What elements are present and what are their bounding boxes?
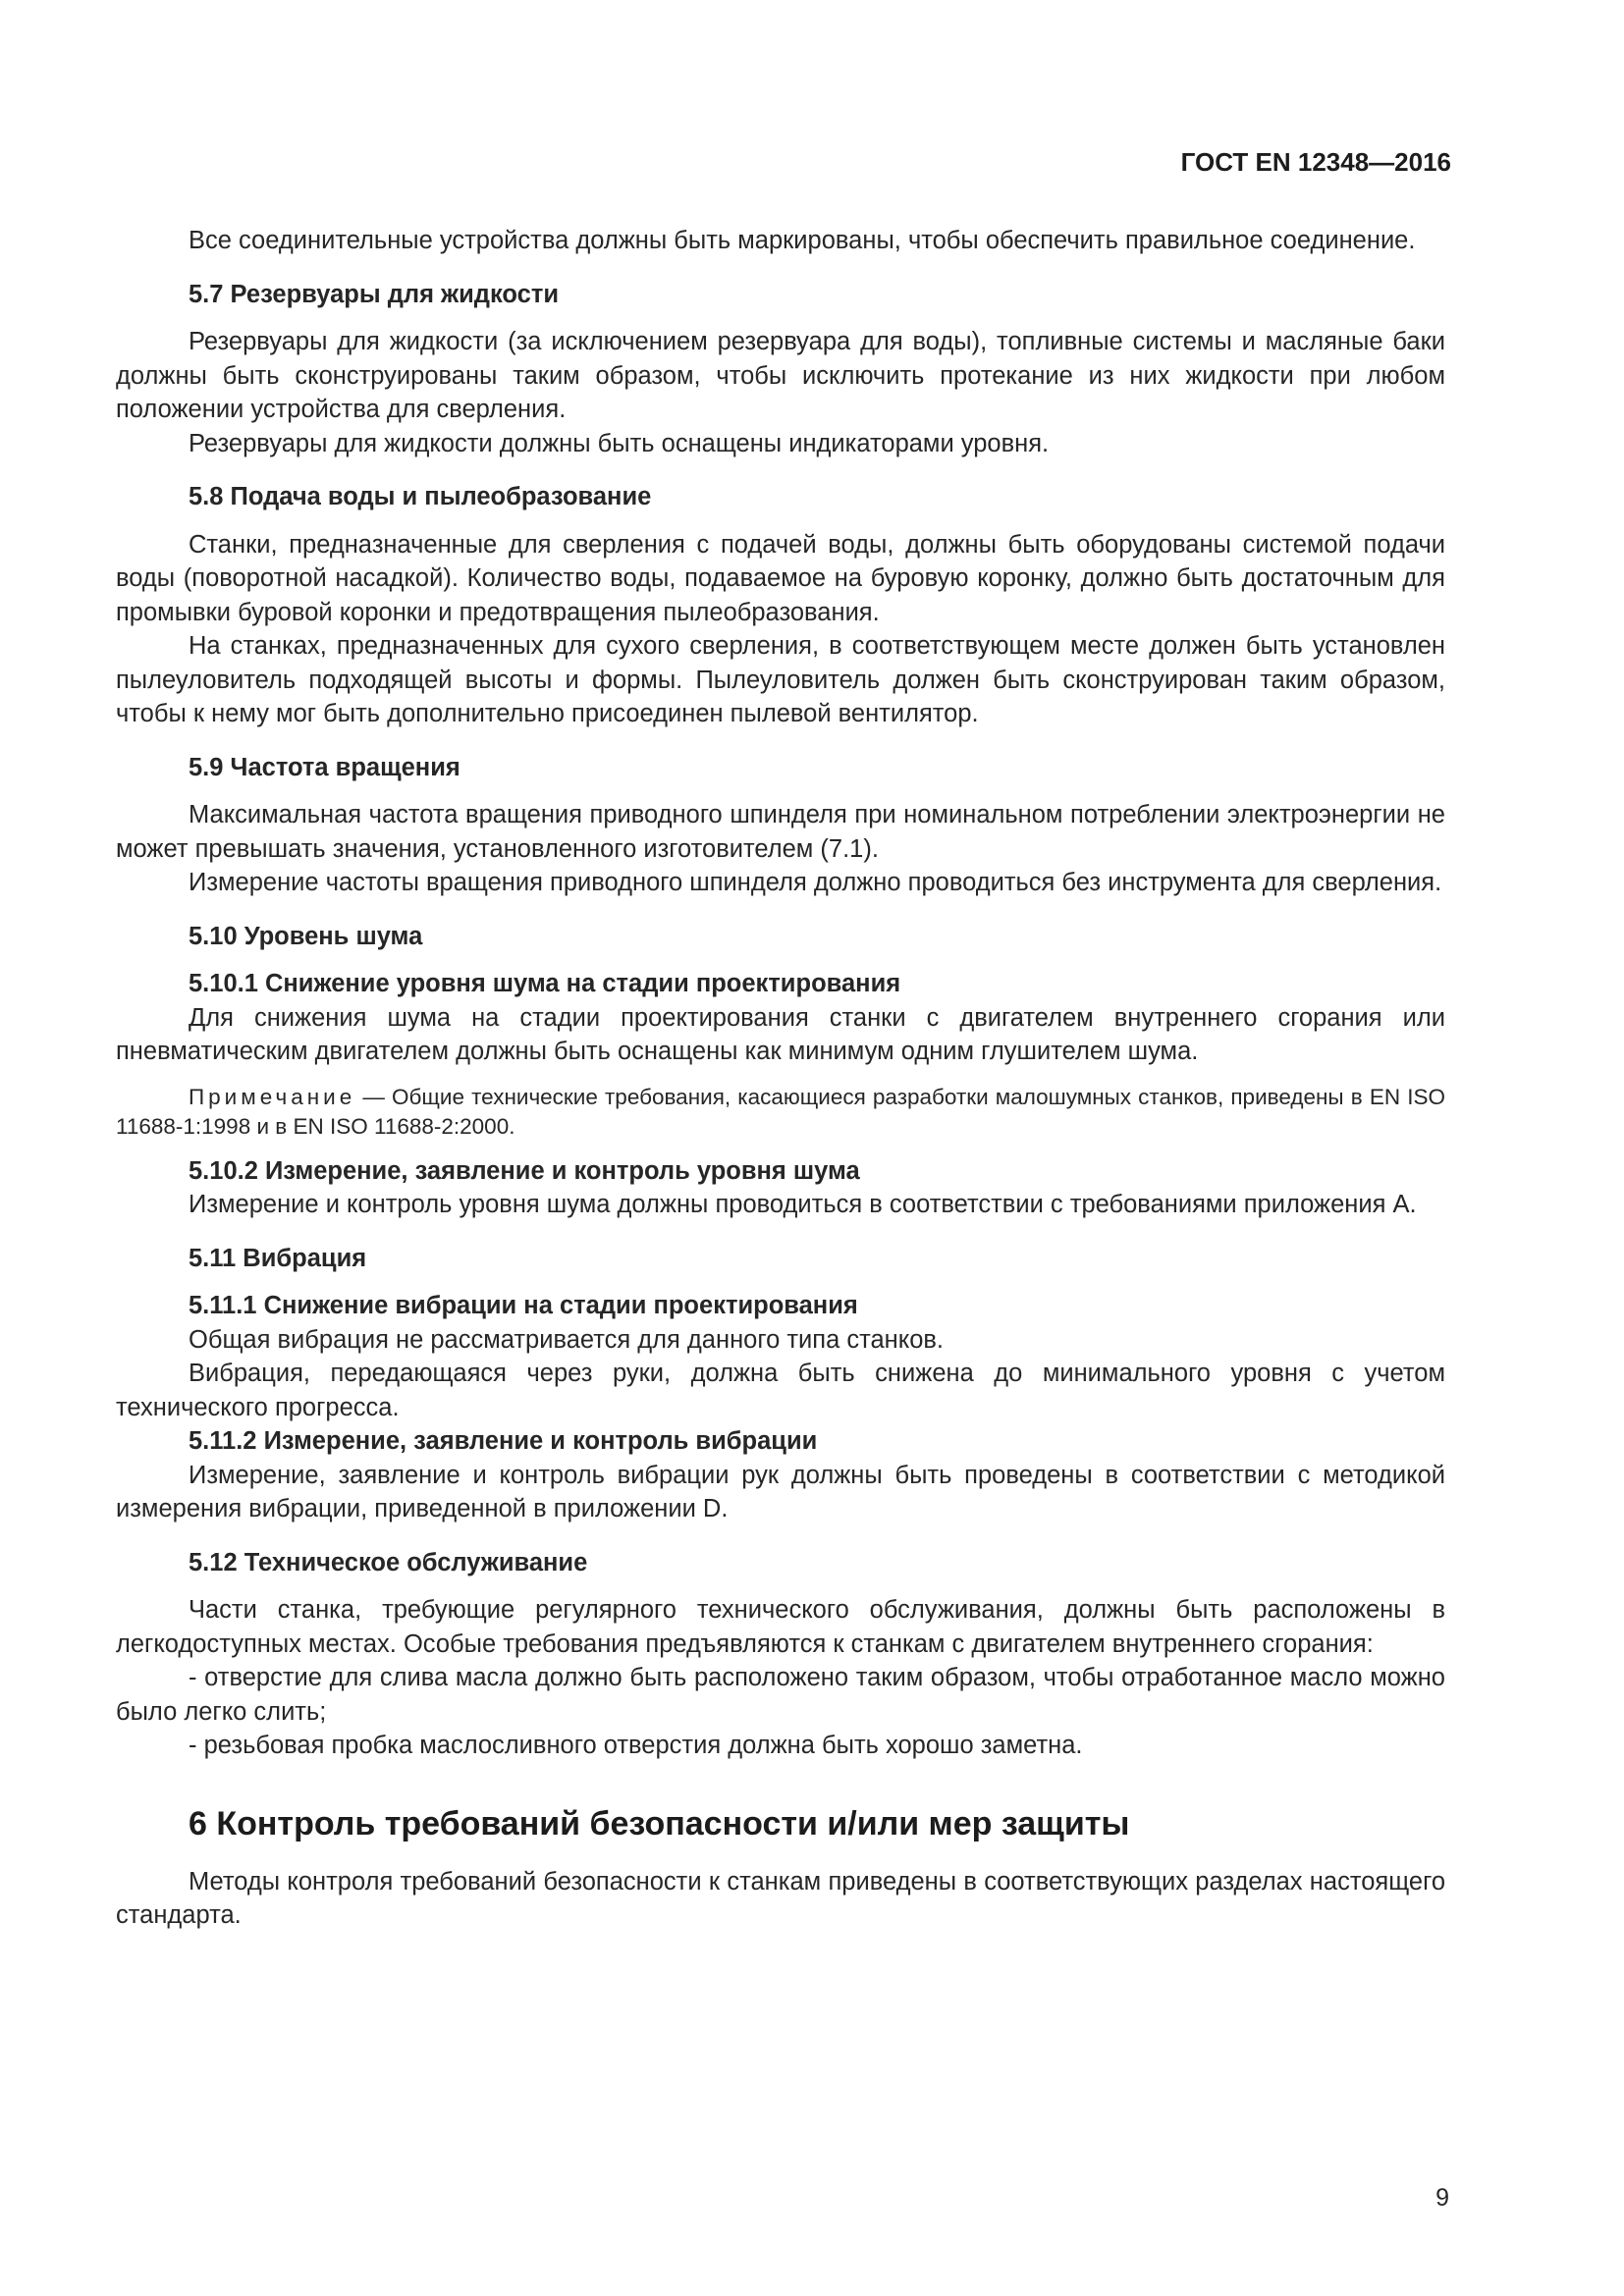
page-content bbox=[116, 224, 1445, 1933]
section-5-12-paragraph: Части станка, требующие регулярного технического обслуживания, должны быть расположены в легкодоступных местах. Особые требования предъявляются к станкам с двигателем внутреннего сгорания: bbox=[116, 1596, 1445, 1658]
section-5-11-2-heading: 5.11.2 Измерение, заявление и контроль вибрации bbox=[189, 1427, 818, 1455]
section-6-heading: 6 Контроль требований безопасности и/или мер защиты bbox=[189, 1804, 1130, 1842]
section-5-10-2-paragraph: Измерение и контроль уровня шума должны проводиться в соответствии с требованиями приложения А. bbox=[189, 1191, 1417, 1218]
section-5-7-paragraph-2: Резервуары для жидкости должны быть оснащены индикаторами уровня. bbox=[189, 429, 1050, 457]
section-5-11-2-paragraph: Измерение, заявление и контроль вибрации рук должны быть проведены в соответствии с методикой измерения вибрации, приведенной в приложении D. bbox=[116, 1461, 1445, 1522]
section-5-7-heading: 5.7 Резервуары для жидкости bbox=[189, 280, 559, 308]
section-5-9-heading: 5.9 Частота вращения bbox=[189, 753, 460, 781]
section-5-12-list-item-1: - отверстие для слива масла должно быть расположено таким образом, чтобы отработанное масло можно было легко слить; bbox=[116, 1664, 1445, 1726]
intro-paragraph: Все соединительные устройства должны быть маркированы, чтобы обеспечить правильное соединение. bbox=[189, 227, 1416, 254]
section-5-12-list-item-2: - резьбовая пробка маслосливного отверстия должна быть хорошо заметна. bbox=[189, 1732, 1083, 1759]
section-5-7-paragraph-1: Резервуары для жидкости (за исключением резервуара для воды), топливные системы и масляные баки должны быть сконструированы таким образом, чтобы исключить протекание из них жидкости при любом положении устройства для сверления. bbox=[116, 328, 1445, 423]
note-text: — Общие технические требования, касающиеся разработки малошумных станков, приведены в EN ISO 11688-1:1998 и в EN ISO 11688-2:2000. bbox=[116, 1084, 1445, 1139]
section-5-11-1-heading: 5.11.1 Снижение вибрации на стадии проектирования bbox=[189, 1292, 858, 1319]
section-5-9-paragraph-1: Максимальная частота вращения приводного шпинделя при номинальном потреблении электроэнергии не может превышать значения, установленного изготовителем (7.1). bbox=[116, 801, 1445, 863]
section-5-11-1-paragraph-1: Общая вибрация не рассматривается для данного типа станков. bbox=[189, 1325, 945, 1354]
section-5-10-heading: 5.10 Уровень шума bbox=[189, 922, 423, 950]
section-5-9-paragraph-2: Измерение частоты вращения приводного шпинделя должно проводиться без инструмента для сверления. bbox=[189, 869, 1442, 896]
page-number: 9 bbox=[1435, 2184, 1449, 2212]
section-5-8-paragraph-1: Станки, предназначенные для сверления с подачей воды, должны быть оборудованы системой подачи воды (поворотной насадкой). Количество воды, подаваемое на буровую коронку, должно быть достаточным для промывки буровой коронки и предотвращения пылеобразования. bbox=[116, 530, 1445, 626]
document-header: ГОСТ EN 12348—2016 bbox=[1180, 147, 1451, 177]
section-5-8-paragraph-2: На станках, предназначенных для сухого сверления, в соответствующем месте должен быть установлен пылеуловитель подходящей высоты и формы. Пылеуловитель должен быть сконструирован таким образом, чтобы к нему мог быть дополнительно присоединен пылевой вентилятор. bbox=[116, 632, 1445, 727]
section-5-10-2-heading: 5.10.2 Измерение, заявление и контроль уровня шума bbox=[189, 1156, 860, 1185]
section-5-8-heading: 5.8 Подача воды и пылеобразование bbox=[189, 483, 652, 510]
note bbox=[116, 1083, 1445, 1143]
note-label: Примечание bbox=[189, 1084, 356, 1109]
section-5-12-heading: 5.12 Техническое обслуживание bbox=[189, 1548, 588, 1576]
section-5-11-heading: 5.11 Вибрация bbox=[189, 1244, 367, 1272]
section-5-10-1-heading: 5.10.1 Снижение уровня шума на стадии проектирования bbox=[189, 970, 901, 997]
section-5-10-1-paragraph: Для снижения шума на стадии проектирования станки с двигателем внутреннего сгорания или пневматическим двигателем должны быть оснащены как минимум одним глушителем шума. bbox=[116, 1003, 1445, 1065]
section-5-11-1-paragraph-2: Вибрация, передающаяся через руки, должна быть снижена до минимального уровня с учетом технического прогресса. bbox=[116, 1360, 1445, 1421]
section-6-paragraph: Методы контроля требований безопасности к станкам приведены в соответствующих разделах настоящего стандарта. bbox=[116, 1867, 1445, 1929]
